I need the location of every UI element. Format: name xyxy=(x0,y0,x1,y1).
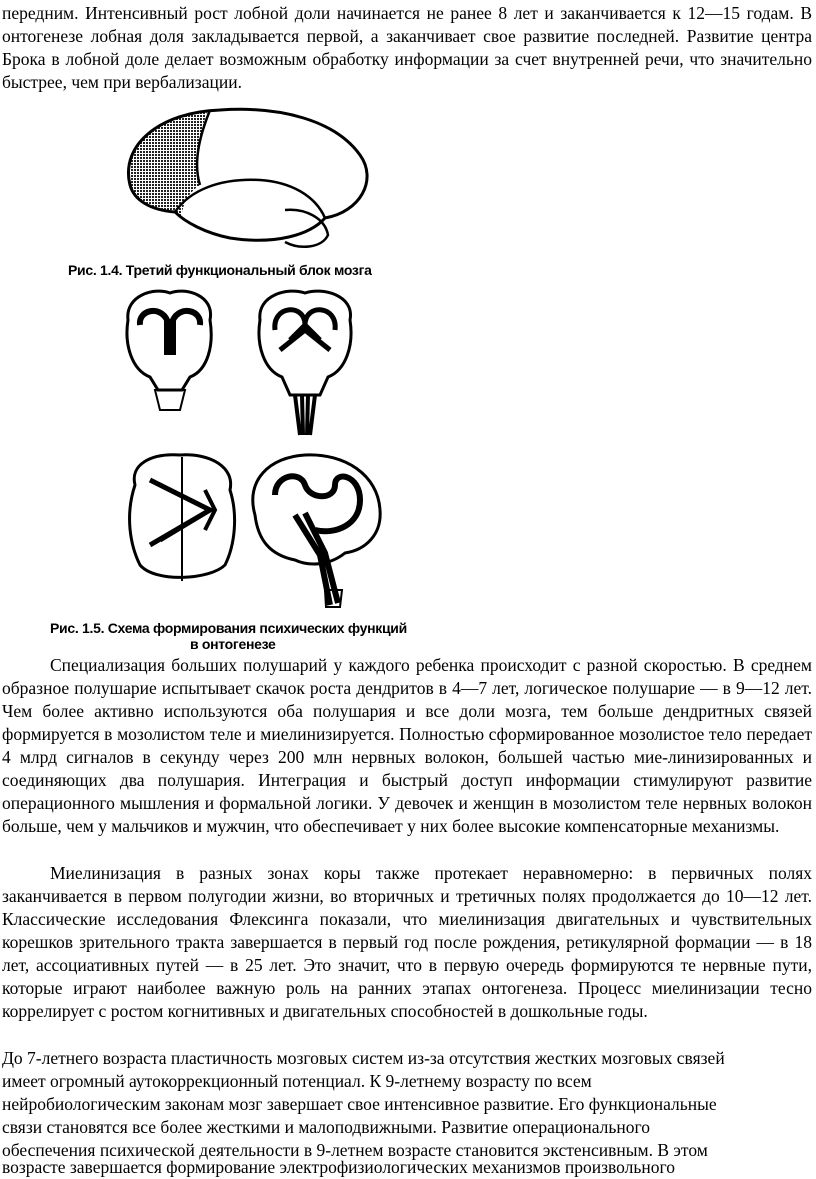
paragraph-myelination: Миелинизация в разных зонах коры также протекает неравномерно: в первичных полях заканчивается в первом полугодии жизни, во вторичных и третичных полях продолжается до 10—12 лет. Классические исследования Флексинга показали, что миелинизация двигательных и чувствительных корешков зрительного тракта завершается в первый год после рождения, ретикулярной формации — в 18 лет, ассоциативных путей — в 25 лет. Это значит, что в первую очередь формируются те нервные пути, которые играют наиболее важную роль на ранних этапах онтогенеза. Процесс миелинизации тесно коррелирует с ростом когнитивных и двигательных способностей в дошкольные годы. xyxy=(2,863,812,1021)
text-line: нейробиологическим законам мозг завершает свое интенсивное развитие. Его функциональные xyxy=(2,1094,717,1114)
text-line: возрасте завершается формирование электрофизиологических механизмов произвольного xyxy=(2,1157,675,1177)
figure-1-5-caption-line-1: Рис. 1.5. Схема формирования психических функций xyxy=(50,620,407,636)
paragraph-frontal-lobe: передним. Интенсивный рост лобной доли начинается не ранее 8 лет и заканчивается к 12—15 годам. В онтогенезе лобная доля закладывается первой, а заканчивает свое развитие последней. Развитие центра Брока в лобной доле делает возможным обработку информации за счет внутренней речи, что значительно быстрее, чем при вербализации. xyxy=(2,3,812,92)
paragraph-hemisphere-specialization: Специализация больших полушарий у каждого ребенка происходит с разной скоростью. В среднем образное полушарие испытывает скачок роста дендритов в 4—7 лет, логическое полушарие — в 9—12 лет. Чем более активно используются оба полушария и все доли мозга, тем больше дендритных связей формируется в мозолистом теле и миелинизируется. Полностью сформированное мозолистое тело передает 4 млрд сигналов в секунду через 200 млн нервных волокон, большей частью мие-линизированных и соединяющих два полушария. Интеграция и быстрый доступ информации стимулируют развитие операционного мышления и формальной логики. У девочек и женщин в мозолистом теле нервных волокон больше, чем у мальчиков и мужчин, что обеспечивает у них более высокие компенсаторные механизмы. xyxy=(2,655,812,836)
text-line: обеспечения психической деятельности в 9-летнем возрасте становится экстенсивным. В этом xyxy=(2,1140,708,1160)
figure-1-4-caption: Рис. 1.4. Третий функциональный блок мозга xyxy=(68,262,372,278)
text-line: имеет огромный аутокоррекционный потенциал. К 9-летнему возрасту по всем xyxy=(2,1071,592,1091)
figure-1-4-brain-illustration xyxy=(110,100,390,260)
text-line: связи становятся все более жесткими и малоподвижными. Развитие операционального xyxy=(2,1117,650,1137)
figure-1-5-caption-line-2: в онтогенезе xyxy=(190,636,276,652)
figure-1-5-brain-schematics xyxy=(110,285,390,615)
text-line: До 7-летнего возраста пластичность мозговых систем из-за отсутствия жестких мозговых связей xyxy=(2,1048,725,1068)
